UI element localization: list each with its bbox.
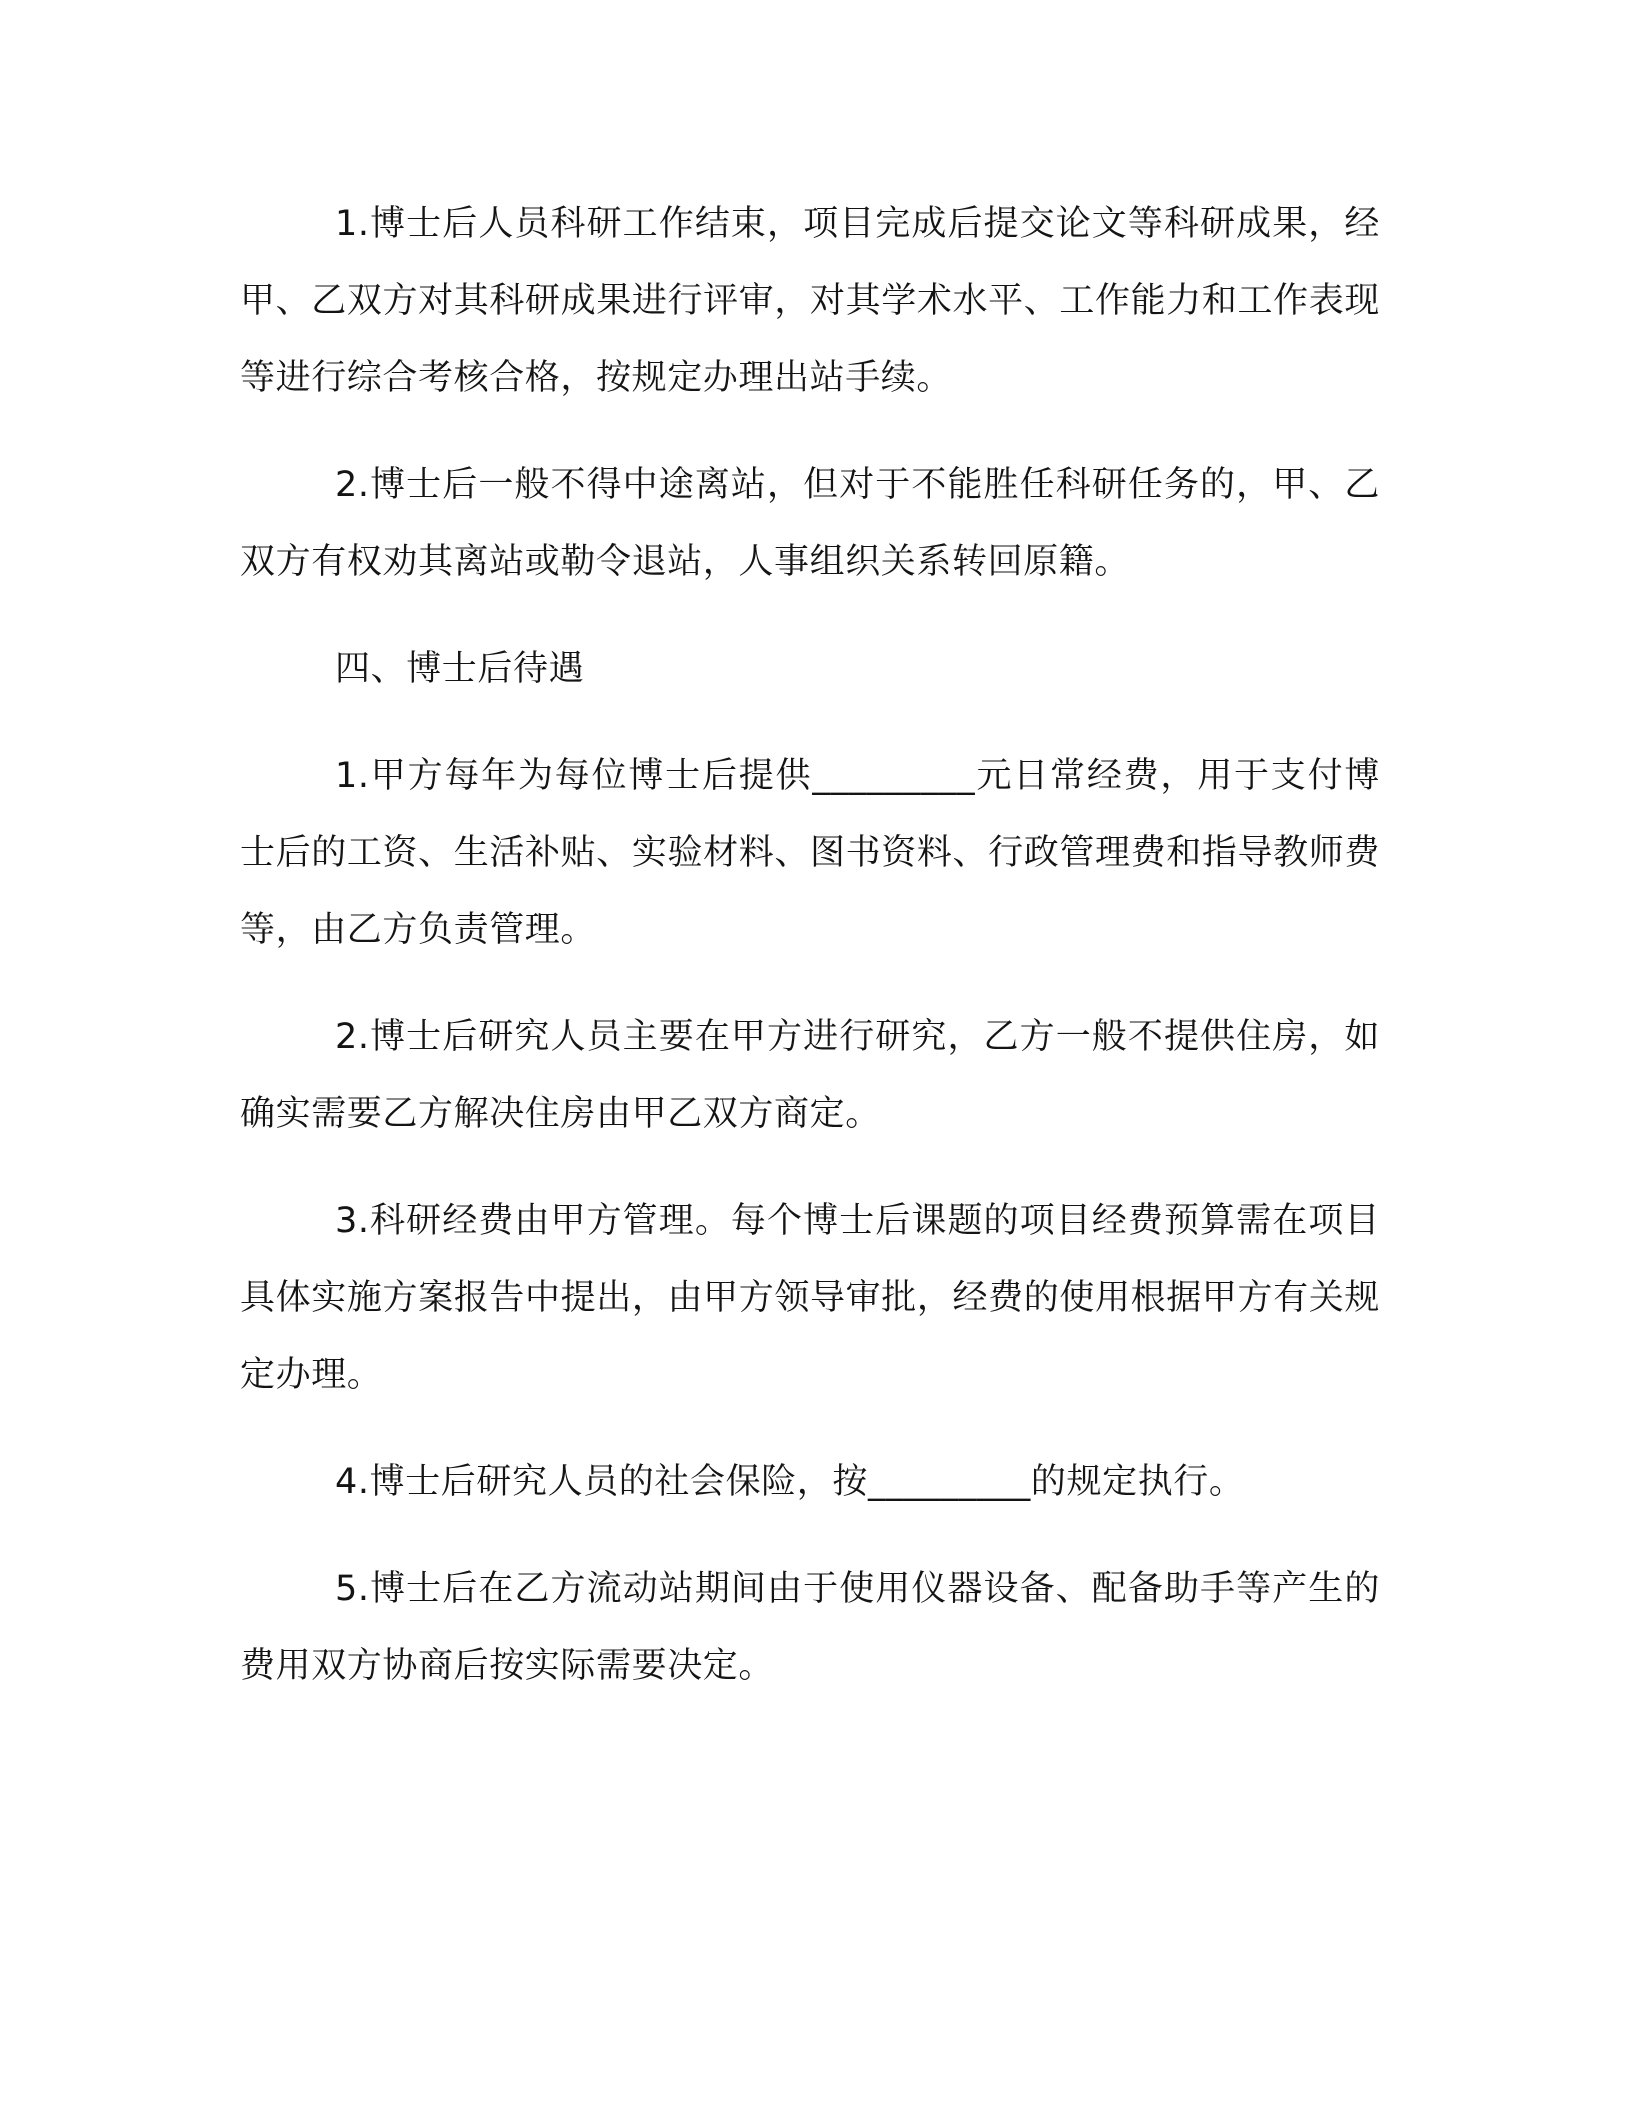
paragraph-early-leave: 2.博士后一般不得中途离站，但对于不能胜任科研任务的，甲、乙双方有权劝其离站或勒令退站，人事组织关系转回原籍。	[240, 465, 1380, 582]
section-heading-benefits: 四、博士后待遇	[335, 649, 585, 689]
paragraph-exit-procedure: 1.博士后人员科研工作结束，项目完成后提交论文等科研成果，经甲、乙双方对其科研成果进行评审，对其学术水平、工作能力和工作表现等进行综合考核合格，按规定办理出站手续。	[240, 204, 1380, 398]
document-body	[240, 186, 1380, 1735]
paragraph-housing: 2.博士后研究人员主要在甲方进行研究，乙方一般不提供住房，如确实需要乙方解决住房由甲乙双方商定。	[240, 1017, 1380, 1134]
paragraph-research-funding: 3.科研经费由甲方管理。每个博士后课题的项目经费预算需在项目具体实施方案报告中提出，由甲方领导审批，经费的使用根据甲方有关规定办理。	[240, 1201, 1380, 1395]
paragraph-social-insurance: 4.博士后研究人员的社会保险，按_________的规定执行。	[335, 1462, 1245, 1502]
paragraph-equipment-costs: 5.博士后在乙方流动站期间由于使用仪器设备、配备助手等产生的费用双方协商后按实际需要决定。	[240, 1569, 1380, 1686]
paragraph-daily-funding: 1.甲方每年为每位博士后提供_________元日常经费，用于支付博士后的工资、生活补贴、实验材料、图书资料、行政管理费和指导教师费等，由乙方负责管理。	[240, 756, 1380, 950]
